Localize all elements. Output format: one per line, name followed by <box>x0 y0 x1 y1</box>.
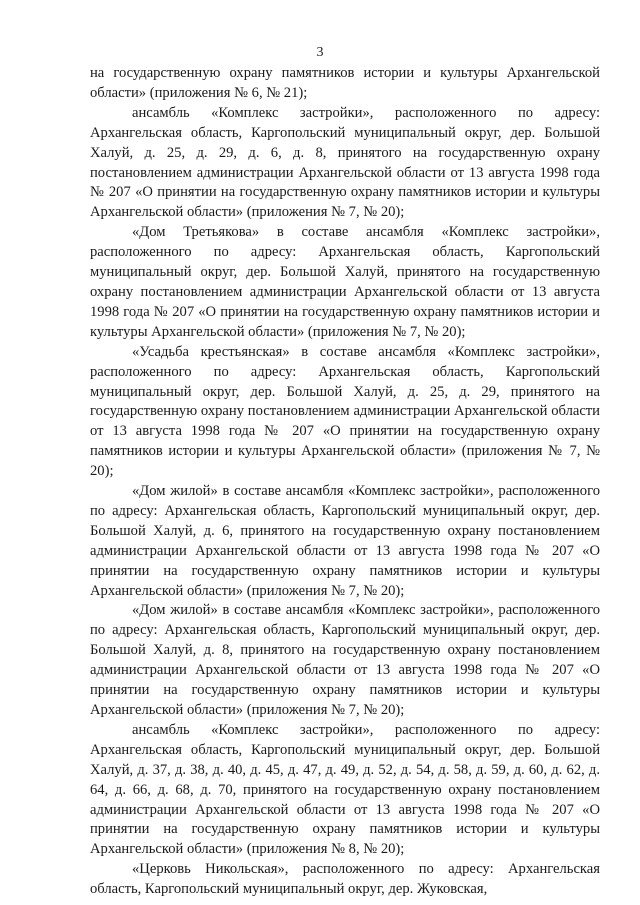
paragraph-continuation: на государственную охрану памятников истории и культуры Архангельской области» (приложения № 6, № 21); <box>90 65 600 101</box>
document-body <box>90 64 600 900</box>
paragraph-dom-zhiloy-8: «Дом жилой» в составе ансамбля «Комплекс застройки», расположенного по адресу: Архангельская область, Каргопольский муниципальный округ, дер. Большой Халуй, д. 8, принятого на государственную охрану постановлением администрации Архангельской области от 13 августа 1998 года № 207 «О принятии на государственную охрану памятников истории и культуры Архангельской области» (приложения № 7, № 20); <box>90 602 600 718</box>
paragraph-dom-zhiloy-6: «Дом жилой» в составе ансамбля «Комплекс застройки», расположенного по адресу: Архангельская область, Каргопольский муниципальный округ, дер. Большой Халуй, д. 6, принятого на государственную охрану постановлением администрации Архангельской области от 13 августа 1998 года № 207 «О принятии на государственную охрану памятников истории и культуры Архангельской области» (приложения № 7, № 20); <box>90 483 600 599</box>
paragraph-ensemble-bolshoy-haluy-1: ансамбль «Комплекс застройки», расположенного по адресу: Архангельская область, Каргопольский муниципальный округ, дер. Большой Халуй, д. 25, д. 29, д. 6, д. 8, принятого на государственную охрану постановлением администрации Архангельской области от 13 августа 1998 года № 207 «О принятии на государственную охрану памятников истории и культуры Архангельской области» (приложения № 7, № 20); <box>90 104 600 221</box>
paragraph-tserkov-nikolskaya: «Церковь Никольская», расположенного по адресу: Архангельская область, Каргопольский муниципальный округ, дер. Жуковская, <box>90 861 600 898</box>
page-number: 3 <box>316 45 324 60</box>
paragraph-ensemble-bolshoy-haluy-2: ансамбль «Комплекс застройки», расположенного по адресу: Архангельская область, Каргопольский муниципальный округ, дер. Большой Халуй, д. 37, д. 38, д. 40, д. 45, д. 47, д. 49, д. 52, д. 54, д. 58, д. 59, д. 60, д. 62, д. 64, д. 66, д. 68, д. 70, принятого на государственную охрану постановлением администрации Архангельской области от 13 августа 1998 года № 207 «О принятии на государственную охрану памятников истории и культуры Архангельской области» (приложения № 8, № 20); <box>90 721 600 858</box>
paragraph-dom-tretyakova: «Дом Третьякова» в составе ансамбля «Комплекс застройки», расположенного по адресу: Архангельская область, Каргопольский муниципальный округ, дер. Большой Халуй, принятого на государственную охрану постановлением администрации Архангельской области от 13 августа 1998 года № 207 «О принятии на государственную охрану памятников истории и культуры Архангельской области» (приложения № 7, № 20); <box>90 224 600 340</box>
paragraph-usadba-krestyanskaya: «Усадьба крестьянская» в составе ансамбля «Комплекс застройки», расположенного по адресу: Архангельская область, Каргопольский муниципальный округ, дер. Большой Халуй, д. 25, д. 29, принятого на государственную охрану постановлением администрации Архангельской области от 13 августа 1998 года № 207 «О принятии на государственную охрану памятников истории и культуры Архангельской области» (приложения № 7, № 20); <box>90 343 600 480</box>
